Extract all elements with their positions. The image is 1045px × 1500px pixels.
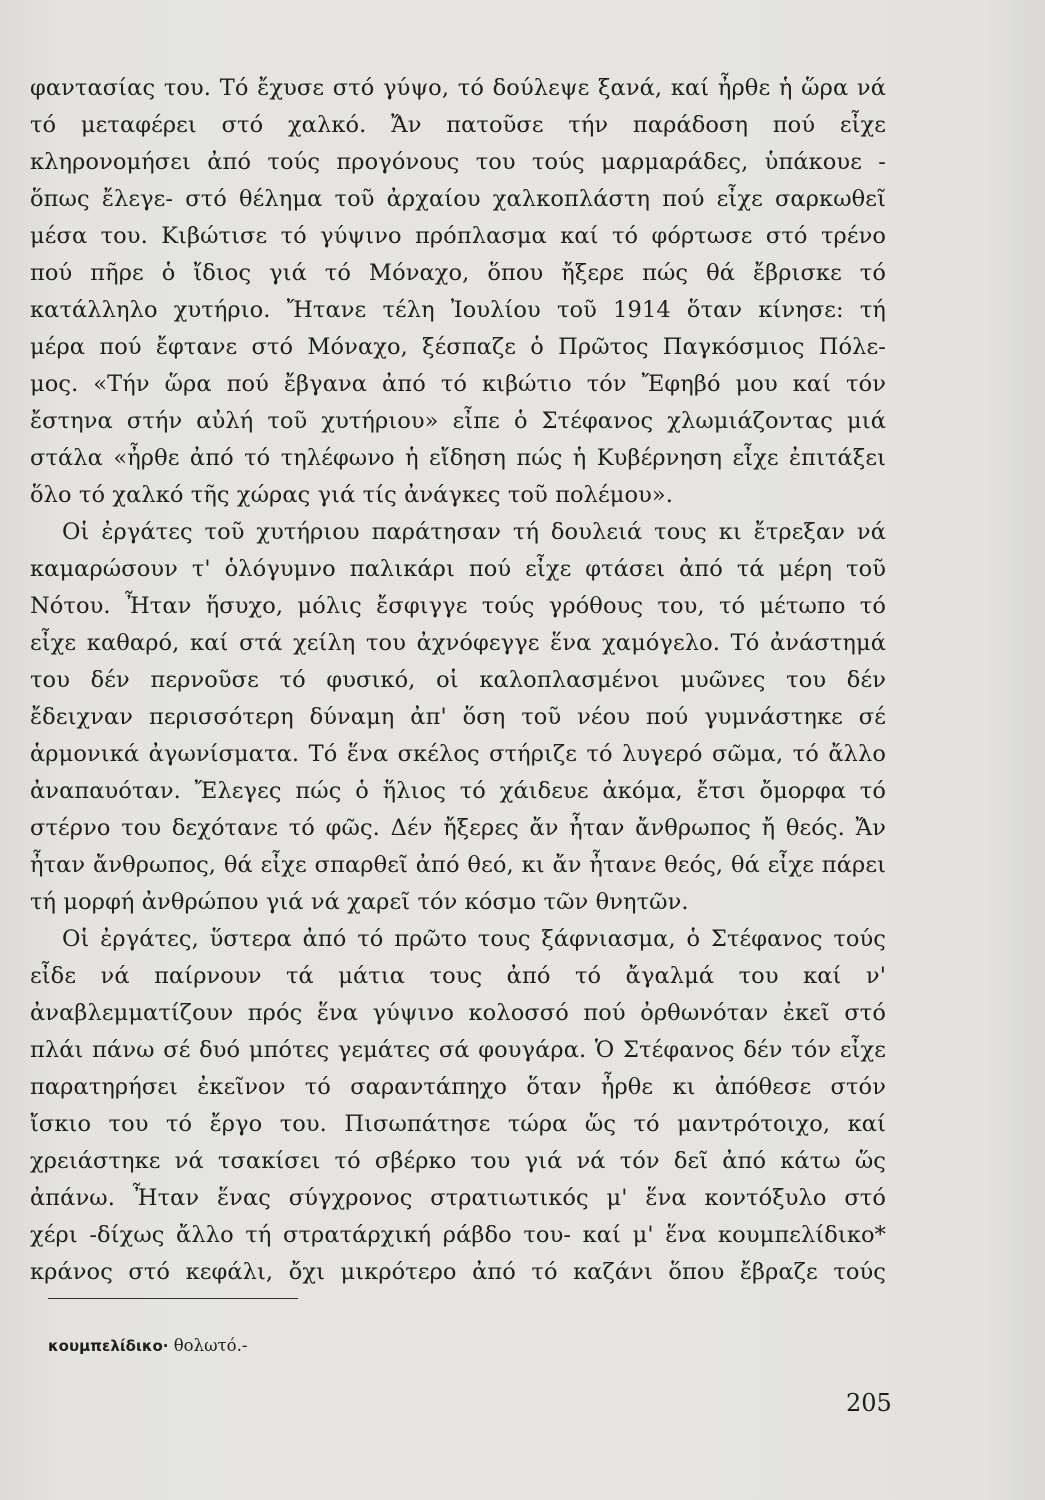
text-line: Νότου. Ἦταν ἥσυχο, μόλις ἔσφιγγε τούς γρόθους του, τό μέτωπο τό: [30, 593, 886, 619]
text-line: μέσα του. Κιβώτισε τό γύψινο πρόπλασμα καί τό φόρτωσε στό τρένο: [30, 223, 886, 249]
text-line: ὅλο τό χαλκό τῆς χώρας γιά τίς ἀνάγκες τοῦ πολέμου».: [30, 482, 673, 508]
text-line: ἀπάνω. Ἦταν ἕνας σύγχρονος στρατιωτικός μ' ἕνα κοντόξυλο στό: [30, 1185, 886, 1211]
paragraph-start-line: Οἱ ἐργάτες, ὕστερα ἀπό τό πρῶτο τους ξάφνιασμα, ὁ Στέφανος τούς: [62, 926, 886, 952]
text-line: ἴσκιο του τό ἔργο του. Πισωπάτησε τώρα ὥς τό μαντρότοιχο, καί: [30, 1111, 886, 1137]
text-line: ἀναβλεμματίζουν πρός ἕνα γύψινο κολοσσό πού ὀρθωνόταν ἐκεῖ στό: [30, 1000, 886, 1026]
text-line: πλάι πάνω σέ δυό μπότες γεμάτες σά φουγάρα. Ὁ Στέφανος δέν τόν εἶχε: [30, 1037, 886, 1063]
footnote-definition: θολωτό.-: [168, 1336, 248, 1355]
text-line: κατάλληλο χυτήριο. Ἤτανε τέλη Ἰουλίου τοῦ 1914 ὅταν κίνησε: τή: [30, 297, 886, 323]
text-line: τό μεταφέρει στό χαλκό. Ἄν πατοῦσε τήν παράδοση πού εἶχε: [30, 112, 886, 138]
text-line: ἦταν ἄνθρωπος, θά εἶχε σπαρθεῖ ἀπό θεό, κι ἄν ἦτανε θεός, θά εἶχε πάρει: [30, 852, 886, 878]
text-line: παρατηρήσει ἐκεῖνον τό σαραντάπηχο ὅταν ἦρθε κι ἀπόθεσε στόν: [30, 1074, 886, 1100]
text-line: του δέν περνοῦσε τό φυσικό, οἱ καλοπλασμένοι μυῶνες του δέν: [30, 667, 886, 693]
text-line: φαντασίας του. Τό ἔχυσε στό γύψο, τό δούλεψε ξανά, καί ἦρθε ἡ ὥρα νά: [30, 75, 886, 101]
text-line: ἔστηνα στήν αὐλή τοῦ χυτήριου» εἶπε ὁ Στέφανος χλωμιάζοντας μιά: [30, 408, 886, 434]
text-line: κράνος στό κεφάλι, ὄχι μικρότερο ἀπό τό καζάνι ὅπου ἔβραζε τούς: [30, 1259, 886, 1285]
text-line: πού πῆρε ὁ ἴδιος γιά τό Μόναχο, ὅπου ἤξερε πώς θά ἔβρισκε τό: [30, 260, 886, 286]
text-line: τή μορφή ἀνθρώπου γιά νά χαρεῖ τόν κόσμο τῶν θνητῶν.: [30, 889, 689, 915]
page-number: 205: [846, 1389, 892, 1417]
text-line: μέρα πού ἔφτανε στό Μόναχο, ξέσπαζε ὁ Πρῶτος Παγκόσμιος Πόλε-: [30, 334, 886, 360]
text-line: κληρονομήσει ἀπό τούς προγόνους του τούς μαρμαράδες, ὑπάκουε -: [30, 149, 886, 175]
footnote-divider: [48, 1298, 298, 1299]
footnote: [48, 1335, 247, 1357]
text-line: χέρι -δίχως ἄλλο τή στρατάρχική ράβδο του- καί μ' ἕνα κουμπελίδικο*: [30, 1222, 886, 1248]
text-line: μος. «Τήν ὥρα πού ἔβγανα ἀπό τό κιβώτιο τόν Ἔφηβό μου καί τόν: [30, 371, 886, 397]
text-line: ἁρμονικά ἀγωνίσματα. Τό ἕνα σκέλος στήριζε τό λυγερό σῶμα, τό ἄλλο: [30, 741, 886, 767]
text-line: ἔδειχναν περισσότερη δύναμη ἀπ' ὅση τοῦ νέου πού γυμνάστηκε σέ: [30, 704, 886, 730]
text-line: εἶδε νά παίρνουν τά μάτια τους ἀπό τό ἄγαλμά του καί ν': [30, 963, 886, 989]
text-line: ἀναπαυόταν. Ἔλεγες πώς ὁ ἥλιος τό χάιδευε ἀκόμα, ἔτσι ὄμορφα τό: [30, 778, 886, 804]
text-line: καμαρώσουν τ' ὁλόγυμνο παλικάρι πού εἶχε φτάσει ἀπό τά μέρη τοῦ: [30, 556, 886, 582]
body-text: [30, 70, 886, 1291]
text-line: στέρνο του δεχότανε τό φῶς. Δέν ἤξερες ἄν ἦταν ἄνθρωπος ἤ θεός. Ἄν: [30, 815, 886, 841]
paragraph-start-line: Οἱ ἐργάτες τοῦ χυτήριου παράτησαν τή δουλειά τους κι ἔτρεξαν νά: [62, 519, 886, 545]
text-line: εἶχε καθαρό, καί στά χείλη του ἀχνόφεγγε ἕνα χαμόγελο. Τό ἀνάστημά: [30, 630, 886, 656]
text-line: ὅπως ἔλεγε- στό θέλημα τοῦ ἀρχαίου χαλκοπλάστη πού εἶχε σαρκωθεῖ: [30, 186, 886, 212]
text-line: χρειάστηκε νά τσακίσει τό σβέρκο του γιά νά τόν δεῖ ἀπό κάτω ὥς: [30, 1148, 886, 1174]
text-line: στάλα «ἦρθε ἀπό τό τηλέφωνο ἡ εἴδηση πώς ἡ Κυβέρνηση εἶχε ἐπιτάξει: [30, 445, 886, 471]
footnote-term: κουμπελίδικο·: [48, 1337, 169, 1355]
